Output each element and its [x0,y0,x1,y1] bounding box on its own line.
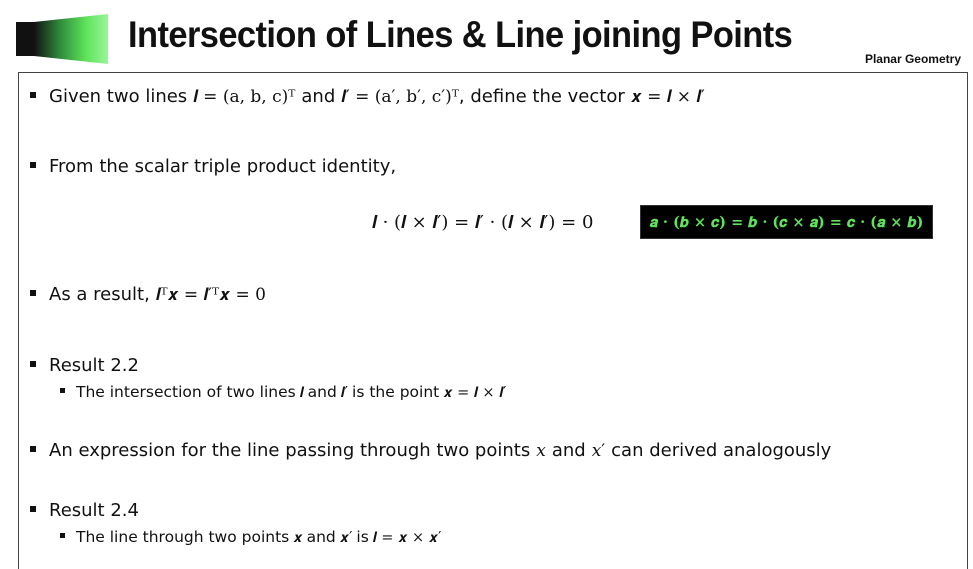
math-point-x: 𝒙 = 𝒍 × 𝒍′ [443,385,507,401]
bullet-text: Result 2.4 [49,500,139,521]
bullet-text: and [551,440,586,461]
bullet-icon [60,533,65,538]
bullet-text: is [356,528,369,546]
math-line-l: 𝒍 = (a, b, c)ᵀ [193,87,296,107]
bullet-text: is the point [352,383,440,401]
bullet-text: Result 2.2 [49,355,139,376]
bullet-as-result [30,284,272,305]
bullet-text: The intersection of two lines [76,383,296,401]
bullet-icon [30,162,36,168]
identity-callout [640,205,933,239]
bullet-text: can derived analogously [611,440,832,461]
bullet-define-vector [30,86,711,107]
bullet-icon [30,92,36,98]
math-line-l-prime: 𝒍′ = (a′, b′, c′)ᵀ [341,87,459,107]
bullet-icon [30,290,36,296]
bullet-triple-product [30,156,396,177]
bullet-text: and [301,86,336,107]
math-line-l: 𝒍 = 𝒙 × 𝒙′ [372,530,442,546]
math-x: 𝑥 [536,441,546,461]
bullet-text: Given two lines [49,86,188,107]
math-l-prime: 𝒍′ [340,385,349,401]
math-result: 𝒍ᵀ𝒙 = 𝒍′ᵀ𝒙 = 0 [155,285,266,305]
bullet-result-2-4 [30,500,139,521]
equation-triple-product: 𝒍 · (𝒍 × 𝒍′) = 𝒍′ · (𝒍 × 𝒍′) = 0 [372,212,594,233]
bullet-line-expression [30,440,831,461]
bullet-text: and [306,528,336,546]
math-x-prime: 𝑥′ [591,441,606,461]
bullet-icon [30,361,36,367]
math-l: 𝒍 [299,385,304,401]
bullet-icon [30,446,36,452]
bullet-icon [30,506,36,512]
bullet-text: , define the vector [458,86,625,107]
bullet-text: An expression for the line passing through two points [49,440,531,461]
logo-icon [16,14,108,64]
bullet-result-2-2 [30,355,139,376]
section-label: Planar Geometry [864,52,961,66]
math-vector-x: 𝒙 = 𝒍 × 𝒍′ [630,87,705,107]
bullet-text: and [307,383,337,401]
math-x-prime: 𝒙′ [339,530,353,546]
page-title: Intersection of Lines & Line joining Points [128,14,793,55]
bullet-text: The line through two points [76,528,290,546]
bullet-icon [60,388,65,393]
bullet-text: As a result, [49,284,150,305]
sub-bullet-line-through-points [60,528,445,546]
slide-content [18,72,968,569]
sub-bullet-intersection [60,383,510,401]
math-x: 𝒙 [293,530,303,546]
bullet-text: From the scalar triple product identity, [49,156,397,177]
identity-equation: 𝒂 · (𝒃 × 𝒄) = 𝒃 · (𝒄 × 𝒂) = 𝒄 · (𝒂 × 𝒃) [649,213,924,231]
slide-header [0,0,973,70]
